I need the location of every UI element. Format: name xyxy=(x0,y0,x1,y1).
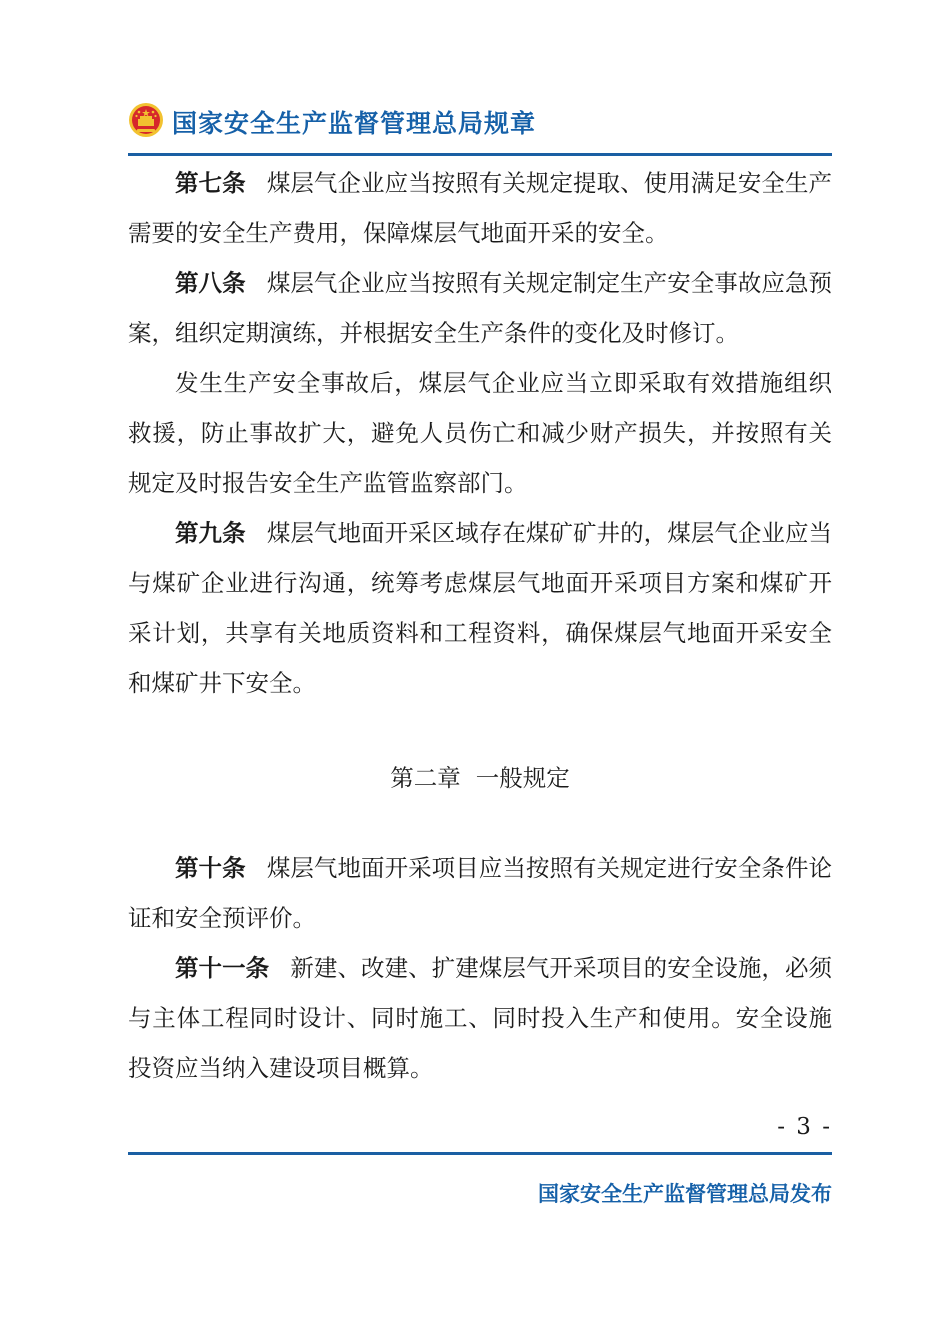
article-heading: 第九条 xyxy=(175,519,246,547)
article-paragraph xyxy=(128,358,832,508)
article-heading: 第七条 xyxy=(175,169,246,197)
article-text: 煤层气地面开采区域存在煤矿矿井的，煤层气企业应当与煤矿企业进行沟通，统筹考虑煤层气地面开采项目方案和煤矿开采计划，共享有关地质资料和工程资料，确保煤层气地面开采安全和煤矿井下安全。 xyxy=(128,519,833,697)
article-heading: 第十一条 xyxy=(175,954,270,982)
footer-publisher: 国家安全生产监督管理总局发布 xyxy=(538,1182,832,1206)
footer-divider xyxy=(128,1152,832,1155)
article-paragraph xyxy=(128,943,832,1093)
header-title: 国家安全生产监督管理总局规章 xyxy=(172,109,537,138)
article-paragraph xyxy=(128,508,832,708)
article-text: 新建、改建、扩建煤层气开采项目的安全设施，必须与主体工程同时设计、同时施工、同时投入生产和使用。安全设施投资应当纳入建设项目概算。 xyxy=(128,954,833,1082)
article-paragraph xyxy=(128,258,832,358)
page-number: - 3 - xyxy=(777,1114,832,1140)
article-paragraph xyxy=(128,843,832,943)
article-paragraph xyxy=(128,158,832,258)
article-text: 煤层气地面开采项目应当按照有关规定进行安全条件论证和安全预评价。 xyxy=(128,854,833,932)
document-header xyxy=(128,100,832,146)
article-heading: 第十条 xyxy=(175,854,246,882)
header-divider xyxy=(128,153,832,156)
article-text: 发生生产安全事故后，煤层气企业应当立即采取有效措施组织救援，防止事故扩大，避免人员伤亡和减少财产损失，并按照有关规定及时报告安全生产监管监察部门。 xyxy=(128,369,832,497)
national-emblem-icon xyxy=(128,102,164,138)
article-heading: 第八条 xyxy=(175,269,246,297)
chapter-heading: 第二章 一般规定 xyxy=(390,764,570,792)
article-text: 煤层气企业应当按照有关规定制定生产安全事故应急预案，组织定期演练，并根据安全生产条件的变化及时修订。 xyxy=(128,269,833,347)
article-text: 煤层气企业应当按照有关规定提取、使用满足安全生产需要的安全生产费用，保障煤层气地面开采的安全。 xyxy=(128,169,833,247)
document-body xyxy=(128,158,832,1093)
